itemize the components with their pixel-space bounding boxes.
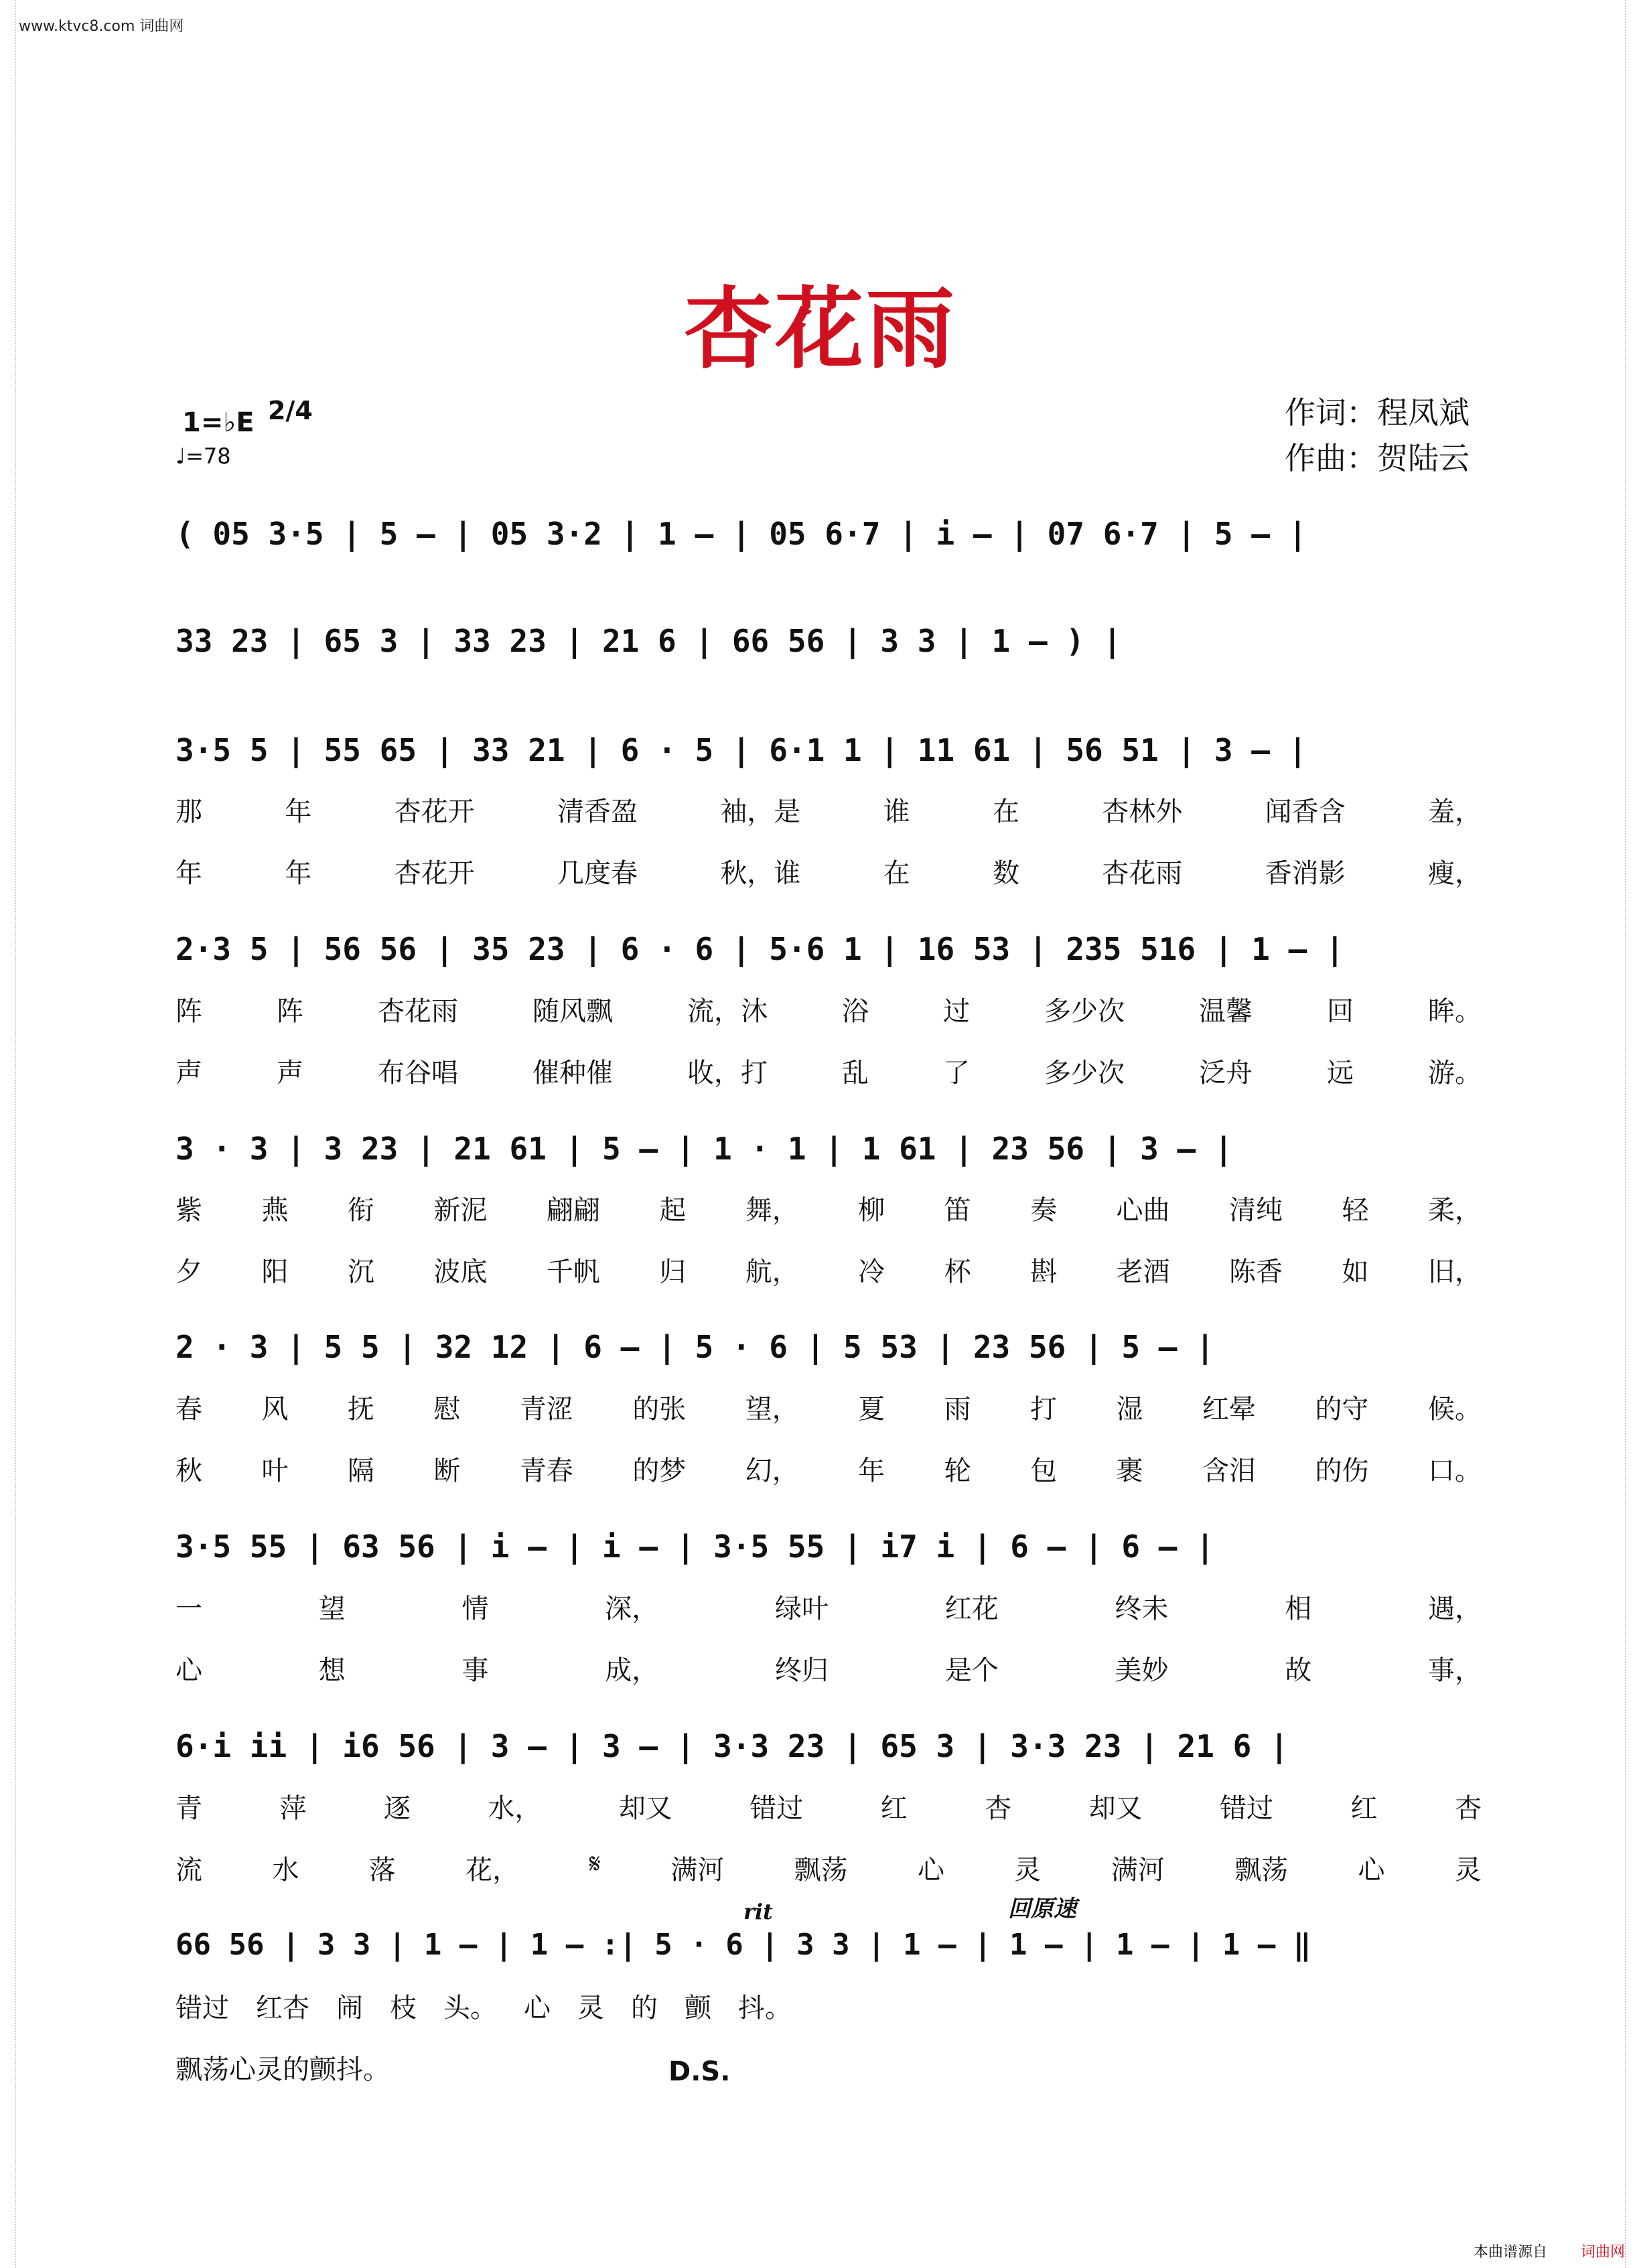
lyrics-line-5-verse-1: 紫 燕 衔 新泥 翩翩 起 舞， 柳 笛 奏 心曲 清纯 轻 柔， xyxy=(175,1195,1482,1226)
lyrics-line-7-verse-2: 心 想 事 成， 终归 是个 美妙 故 事， xyxy=(175,1655,1482,1686)
notation-line-9: 66 56 | 3 3 | 1 – | 1 – :| 5 · 6 | 3 3 | 1 – | 1 – | 1 – | 1 – ‖ xyxy=(175,1928,1311,1962)
lyrics-line-6-verse-1: 春 风 抚 慰 青涩 的张 望， 夏 雨 打 湿 红晕 的守 候。 xyxy=(175,1394,1482,1425)
lyrics-line-9-verse-2: 飘荡 心灵 的 颤 抖。 xyxy=(175,2054,390,2085)
footer-site: 词曲网 xyxy=(1581,2244,1626,2261)
lyrics-line-4-verse-2: 声 声 布谷唱 催种催 收，打 乱 了 多少次 泛舟 远 游。 xyxy=(175,1058,1482,1088)
tempo-marking: ♩=78 xyxy=(175,443,231,469)
lyrics-line-8-verse-1: 青 萍 逐 水， 却又 错过 红 杏 却又 错过 红 杏 xyxy=(175,1793,1482,1824)
footer-source: 本曲谱源自 xyxy=(1474,2244,1548,2261)
lyrics-line-7-verse-1: 一 望 情 深， 绿叶 红花 终未 相 遇， xyxy=(175,1593,1482,1624)
notation-line-6: 2 · 3 | 5 5 | 32 12 | 6 – | 5 · 6 | 5 53 | 23 56 | 5 – | xyxy=(175,1329,1214,1365)
notation-line-7: 3·5 55 | 63 56 | i – | i – | 3·5 55 | i7 i | 6 – | 6 – | xyxy=(175,1529,1214,1565)
lyrics-line-5-verse-2: 夕 阳 沉 波底 千帆 归 航， 冷 杯 斟 老酒 陈香 如 旧， xyxy=(175,1257,1482,1287)
ritardando-mark: rit xyxy=(743,1899,773,1924)
song-title: 杏花雨 xyxy=(684,277,957,381)
site-watermark: www.ktvc8.com 词曲网 xyxy=(19,18,184,35)
notation-line-8: 6·i ii | i6 56 | 3 – | 3 – | 3·3 23 | 65 3 | 3·3 23 | 21 6 | xyxy=(175,1728,1289,1764)
lyricist-credit: 作词：程凤斌 xyxy=(1285,395,1470,431)
key-signature: 1=♭E xyxy=(182,407,255,438)
lyrics-line-4-verse-1: 阵 阵 杏花雨 随风飘 流，沐 浴 过 多少次 温馨 回 眸。 xyxy=(175,996,1482,1027)
notation-line-2: 33 23 | 65 3 | 33 23 | 21 6 | 66 56 | 3 3 | 1 – ) | xyxy=(175,623,1122,659)
lyrics-line-8-verse-2: 流 水 落 花， 𝄋 满河 飘荡 心 灵 满河 飘荡 心 灵 xyxy=(175,1849,1482,1886)
notation-line-4: 2·3 5 | 56 56 | 35 23 | 6 · 6 | 5·6 1 | 16 53 | 235 516 | 1 – | xyxy=(175,931,1344,967)
notation-line-1: ( 05 3·5 | 5 – | 05 3·2 | 1 – | 05 6·7 | i – | 07 6·7 | 5 – | xyxy=(175,516,1307,552)
a-tempo-mark: 回原速 xyxy=(1008,1896,1076,1922)
time-signature: 2/4 xyxy=(268,396,313,425)
lyrics-line-3-verse-1: 那 年 杏花开 清香盈 袖，是 谁 在 杏林外 闻香含 羞， xyxy=(175,796,1482,827)
composer-credit: 作曲：贺陆云 xyxy=(1285,440,1470,476)
lyrics-line-9-verse-1: 错过 红杏 闹 枝 头。 心 灵 的 颤 抖。 xyxy=(175,1993,792,2024)
notation-line-5: 3 · 3 | 3 23 | 21 61 | 5 – | 1 · 1 | 1 61 | 23 56 | 3 – | xyxy=(175,1131,1233,1167)
lyrics-line-6-verse-2: 秋 叶 隔 断 青春 的梦 幻， 年 轮 包 裹 含泪 的伤 口。 xyxy=(175,1456,1482,1486)
dal-segno-mark: D.S. xyxy=(668,2056,731,2087)
notation-line-3: 3·5 5 | 55 65 | 33 21 | 6 · 5 | 6·1 1 | 11 61 | 56 51 | 3 – | xyxy=(175,732,1307,768)
lyrics-line-3-verse-2: 年 年 杏花开 几度春 秋，谁 在 数 杏花雨 香消影 瘦， xyxy=(175,858,1482,889)
